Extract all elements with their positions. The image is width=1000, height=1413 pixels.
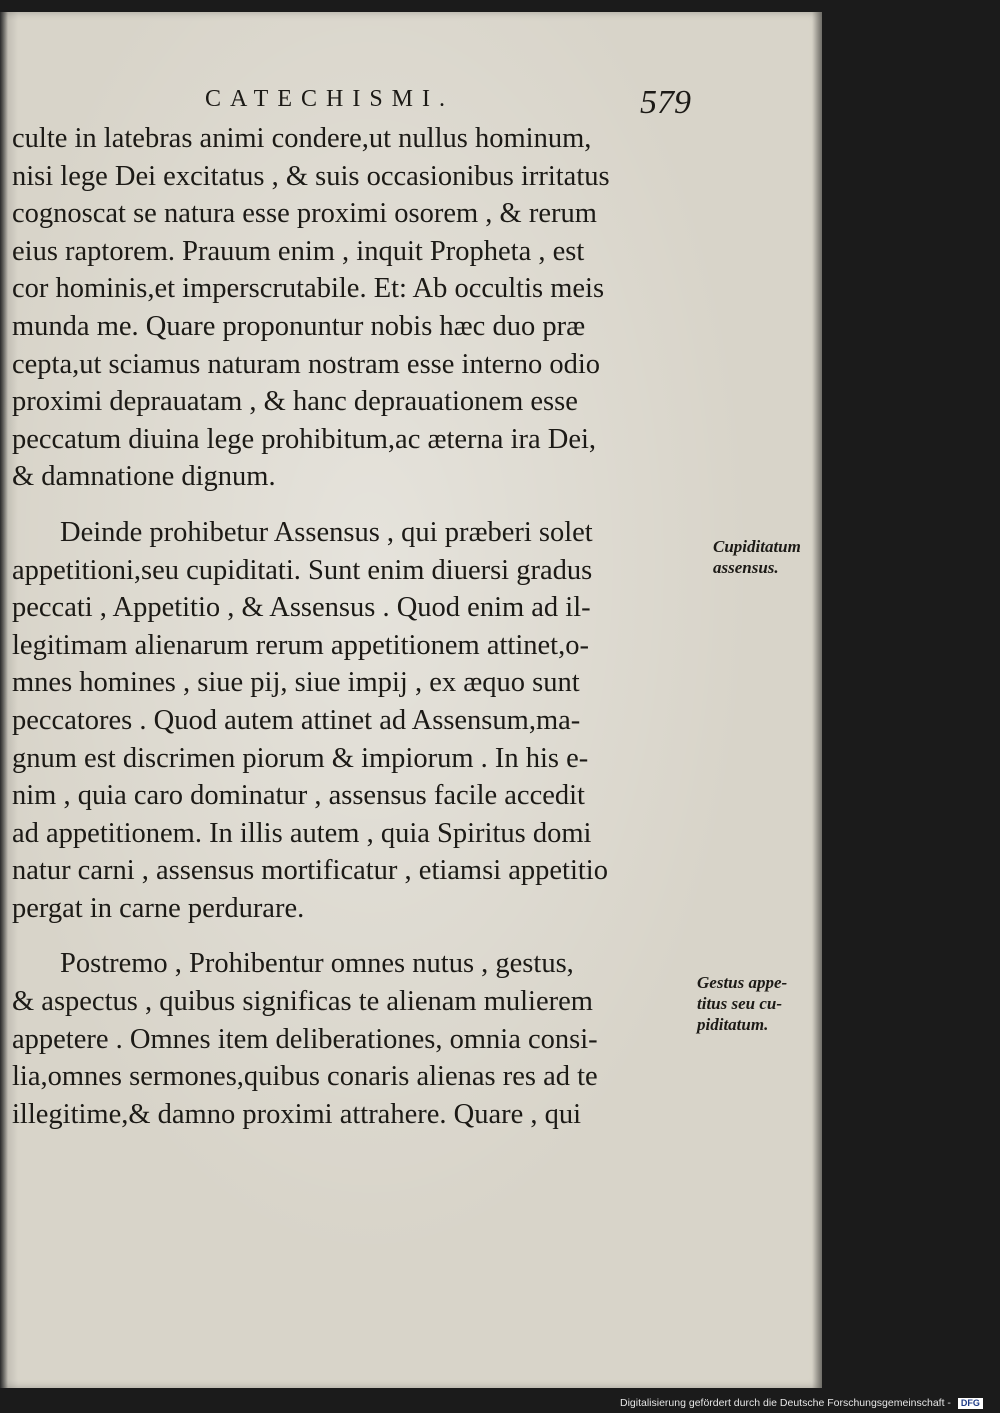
marginal-note-line: piditatum. xyxy=(697,1015,769,1034)
text-line: mnes homines , siue pij, siue impij , ex æquo sunt xyxy=(12,667,580,699)
text-line: cepta,ut sciamus naturam nostram esse interno odio xyxy=(12,348,601,380)
text-line: & aspectus , quibus significas te alienam mulierem xyxy=(12,986,593,1018)
paragraph-2 xyxy=(12,514,702,928)
text-line: peccatum diuina lege prohibitum,ac æterna ira Dei, xyxy=(12,423,597,455)
text-line: ad appetitionem. In illis autem , quia Spiritus domi xyxy=(12,817,592,849)
paragraph-gap xyxy=(12,496,702,514)
text-line: Deinde prohibetur Assensus , qui præberi solet xyxy=(60,516,593,548)
text-line: culte in latebras animi condere,ut nullus hominum, xyxy=(12,123,592,154)
scanned-page xyxy=(0,12,822,1388)
marginal-note-line: Gestus appe- xyxy=(697,973,788,992)
text-line: & damnatione dignum. xyxy=(12,461,276,493)
text-line: pergat in carne perdurare. xyxy=(12,892,305,924)
marginal-note-line: assensus. xyxy=(713,558,779,577)
gutter-shadow xyxy=(0,12,8,1388)
text-line: gnum est discrimen piorum & impiorum . In his e- xyxy=(12,742,589,774)
text-line: illegitime,& damno proximi attrahere. Quare , qui xyxy=(12,1098,582,1130)
text-line: lia,omnes sermones,quibus conaris alienas res ad te xyxy=(12,1061,598,1093)
text-line: appetere . Omnes item deliberationes, omnia consi- xyxy=(12,1023,598,1055)
credit-text: Digitalisierung gefördert durch die Deutsche Forschungsgemeinschaft - xyxy=(620,1397,951,1409)
text-line: natur carni , assensus mortificatur , etiamsi appetitio xyxy=(12,855,608,887)
page-edge-shadow xyxy=(812,12,822,1388)
marginal-note-gestus xyxy=(697,972,787,1035)
text-line: proximi deprauatam , & hanc deprauationem esse xyxy=(12,386,578,418)
text-line: cor hominis,et imperscrutabile. Et: Ab occultis meis xyxy=(12,273,605,305)
text-line: legitimam alienarum rerum appetitionem attinet,o- xyxy=(12,629,589,661)
paragraph-gap xyxy=(12,927,702,945)
text-line: nisi lege Dei excitatus , & suis occasionibus irritatus xyxy=(12,160,610,192)
body-text xyxy=(12,120,702,1133)
text-line: eius raptorem. Prauum enim , inquit Propheta , est xyxy=(12,235,585,267)
text-line: peccatores . Quod autem attinet ad Assensum,ma- xyxy=(12,704,581,736)
marginal-note-line: titus seu cu- xyxy=(697,994,783,1013)
text-line: nim , quia caro dominatur , assensus facile accedit xyxy=(12,780,585,812)
text-line: Postremo , Prohibentur omnes nutus , gestus, xyxy=(60,948,574,980)
text-line: cognoscat se natura esse proximi osorem , & rerum xyxy=(12,198,597,230)
text-line: munda me. Quare proponuntur nobis hæc duo præ xyxy=(12,310,586,342)
paragraph-3 xyxy=(12,945,702,1133)
text-line: peccati , Appetitio , & Assensus . Quod enim ad il- xyxy=(12,592,591,624)
running-head: CATECHISMI. xyxy=(205,86,455,112)
dfg-logo: DFG xyxy=(958,1398,983,1409)
text-line: appetitioni,seu cupiditati. Sunt enim diuersi gradus xyxy=(12,554,593,586)
marginal-note-line: Cupiditatum xyxy=(713,537,801,556)
marginal-note-cupiditatum xyxy=(713,536,801,578)
digitization-credit xyxy=(620,1397,983,1409)
page-number: 579 xyxy=(640,84,691,121)
paragraph-1 xyxy=(12,120,702,496)
